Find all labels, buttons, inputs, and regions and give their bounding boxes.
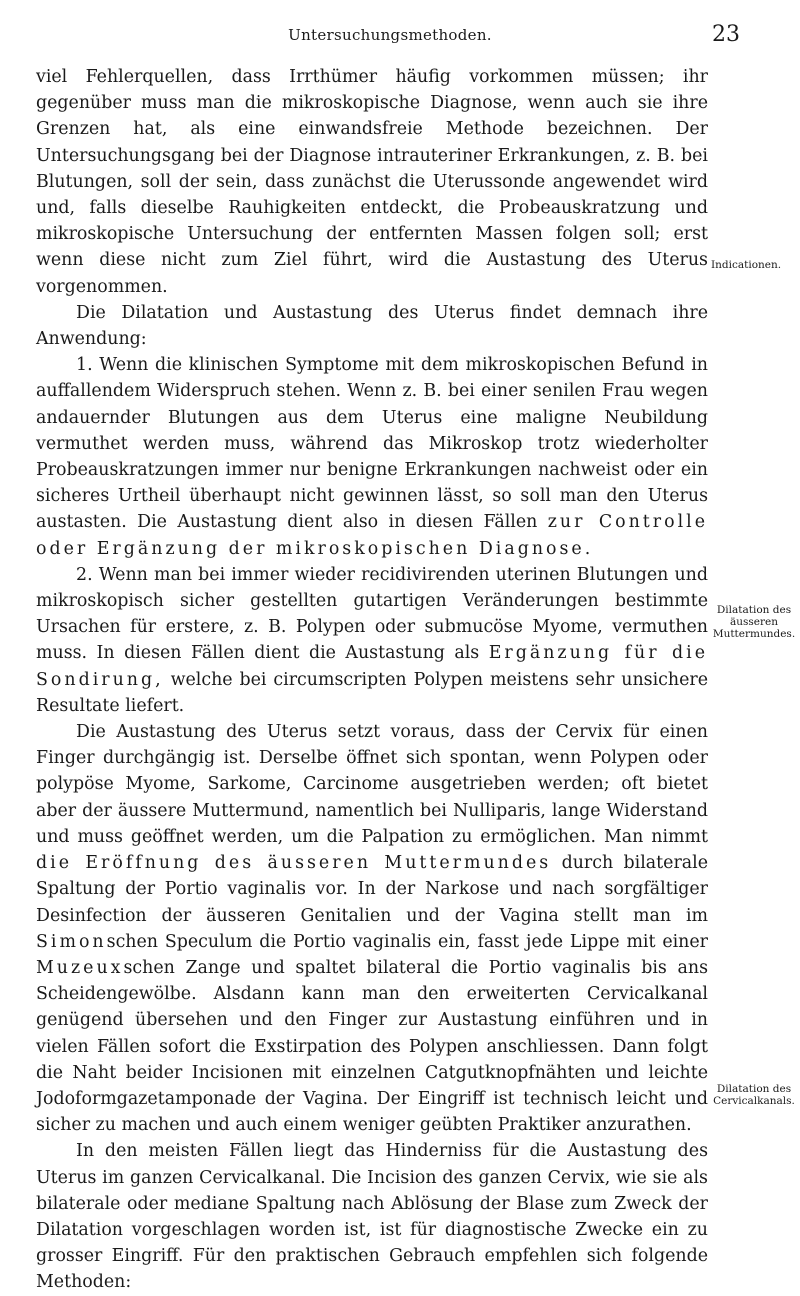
paragraph-4-text: 2. Wenn man bei immer wieder recidivirenden uterinen Blutungen und mikroskopisch sicher gestellten gutartigen Veränderungen bestimmte Ursachen für erstere, z. B. Polypen oder submucöse Myome, vermuthen muss. In diesen Fällen dient die Austastung als xyxy=(36,564,708,664)
body-text xyxy=(36,64,708,1296)
margin-note-line: äusseren xyxy=(729,616,778,628)
paragraph-5-text-3: schen Speculum die Portio vaginalis ein, fasst jede Lippe mit einer xyxy=(106,931,708,952)
page-header xyxy=(40,22,740,48)
name-simon: Simon xyxy=(36,931,107,952)
name-muzeux: Muzeux xyxy=(36,957,124,978)
paragraph-1: viel Fehlerquellen, dass Irrthümer häufig vorkommen müssen; ihr gegenüber muss man die mikroskopische Diagnose, wenn auch sie ihre Grenzen hat, als eine einwandsfreie Methode bezeichnen. Der Untersuchungsgang bei der Diagnose intrauteriner Erkrankungen, z. B. bei Blutungen, soll der sein, dass zunächst die Uterussonde angewendet wird und, falls dieselbe Rauhigkeiten entdeckt, die Probeauskratzung und mikroskopische Untersuchung der entfernten Massen folgen soll; erst wenn diese nicht zum Ziel führt, wird die Austastung des Uterus vorgenommen. xyxy=(36,67,708,297)
paragraph-3 xyxy=(36,352,708,562)
paragraph-3-text: 1. Wenn die klinischen Symptome mit dem mikroskopischen Befund in auffallendem Widerspruch stehen. Wenn z. B. bei einer senilen Frau wegen andauernder Blutungen aus dem Uterus eine maligne Neubildung vermuthet werden muss, während das Mikroskop trotz wiederholter Probeauskratzungen immer nur benigne Erkrankungen nachweist oder ein sicheres Urtheil überhaupt nicht gewinnen lässt, so soll man den Uterus austasten. Die Austastung dient also in diesen Fällen xyxy=(36,355,708,533)
page-number: 23 xyxy=(712,22,740,47)
paragraph-5-text-2: durch bilaterale Spaltung der Portio vaginalis vor. In der Narkose und nach sorgfältiger Desinfection der äusseren Genitalien und der Vagina stellt man im xyxy=(36,853,708,926)
margin-note-line: Muttermundes. xyxy=(712,628,796,640)
margin-note-dilatation-muttermund xyxy=(711,604,797,640)
paragraph-5-text-4: schen Zange und spaltet bilateral die Portio vaginalis bis ans Scheidengewölbe. Alsdann kann man den erweiterten Cervicalkanal genügend übersehen und den Finger zur Austastung einführen und in vielen Fällen sofort die Exstirpation des Polypen anschliessen. Dann folgt die Naht beider Incisionen mit einzelnen Catgutknopfnähten und leichte Jodoformgazetamponade der Vagina. Der Eingriff ist technisch leicht und sicher zu machen und auch einem weniger geübten Praktiker anzurathen. xyxy=(36,957,708,1136)
margin-note-line: Dilatation des xyxy=(716,604,792,616)
paragraph-5-text: Die Austastung des Uterus setzt voraus, dass der Cervix für einen Finger durchgängig ist. Derselbe öffnet sich spontan, wenn Polypen oder polypöse Myome, Sarkome, Carcinome ausgetrieben werden; oft bietet aber der äussere Muttermund, namentlich bei Nulliparis, lange Widerstand und muss geöffnet werden, um die Palpation zu ermöglichen. Man nimmt xyxy=(36,722,708,847)
margin-note-line: Dilatation des xyxy=(716,1083,792,1095)
running-title: Untersuchungsmethoden. xyxy=(288,26,492,44)
paragraph-3-emphasis: zur Controlle oder Ergänzung der mikroskopischen Diagnose. xyxy=(36,512,708,559)
paragraph-4-emphasis: Ergänzung für die Sondirung, xyxy=(36,643,708,690)
paragraph-5 xyxy=(36,719,708,1138)
margin-note-dilatation-cervicalkanal xyxy=(711,1083,797,1107)
paragraph-2: Die Dilatation und Austastung des Uterus findet demnach ihre Anwendung: xyxy=(36,302,708,350)
paragraph-4-text-end: welche bei circumscripten Polypen meistens sehr unsichere Resultate liefert. xyxy=(36,669,708,716)
paragraph-6: In den meisten Fällen liegt das Hinderniss für die Austastung des Uterus im ganzen Cervicalkanal. Die Incision des ganzen Cervix, wie sie als bilaterale oder mediane Spaltung nach Ablösung der Blase zum Zweck der Dilatation vorgeschlagen worden ist, ist für diagnostische Zwecke ein zu grosser Eingriff. Für den praktischen Gebrauch empfehlen sich folgende Methoden: xyxy=(36,1141,708,1293)
paragraph-5-emphasis: die Eröffnung des äusseren Muttermundes xyxy=(36,853,552,874)
margin-note-indicationen xyxy=(711,259,797,271)
margin-note-indicationen-text: Indicationen. xyxy=(711,259,782,271)
margin-note-line: Cervicalkanals. xyxy=(713,1095,795,1107)
paragraph-4 xyxy=(36,562,708,719)
